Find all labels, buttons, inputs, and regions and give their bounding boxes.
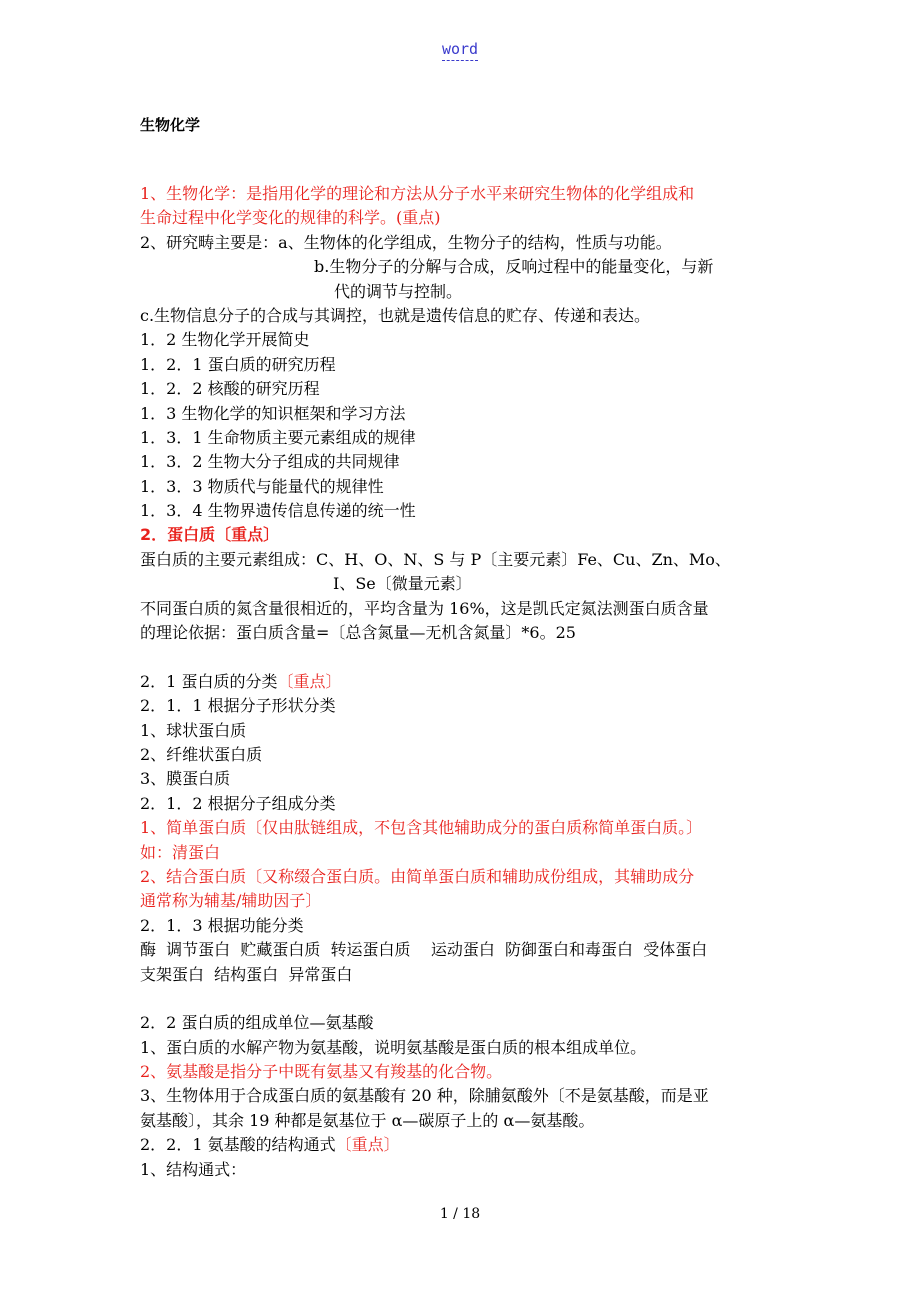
scope-line-c: c.生物信息分子的合成与其调控，也就是遗传信息的贮存、传递和表达。 xyxy=(140,305,651,325)
function-classes-line-2: 支架蛋白 结构蛋白 异常蛋白 xyxy=(140,964,353,984)
header-word-link[interactable] xyxy=(0,40,920,58)
section-1-3-1: 1．3．1 生命物质主要元素组成的规律 xyxy=(140,427,416,447)
amino-acid-line-3a: 3、生物体用于合成蛋白质的氨基酸有 20 种，除脯氨酸外〔不是氨基酸，而是亚 xyxy=(140,1086,709,1106)
blank-spacer xyxy=(140,645,785,669)
section-1-2: 1．2 生物化学开展简史 xyxy=(140,330,310,350)
section-2-1 xyxy=(140,670,785,694)
section-2-2-1-emphasis: 〔重点〕 xyxy=(335,1135,400,1155)
section-2-1-2: 2．1．2 根据分子组成分类 xyxy=(140,793,336,813)
amino-acid-line-3b: 氨基酸〕，其余 19 种都是氨基位于 α—碳原子上的 α—氨基酸。 xyxy=(140,1110,595,1130)
definition-line-1: 1、生物化学：是指用化学的理论和方法从分子水平来研究生物体的化学组成和 xyxy=(140,184,695,203)
section-2-2-1-text: 2．2．1 氨基酸的结构通式 xyxy=(140,1135,336,1155)
document-body xyxy=(140,182,785,1182)
protein-elements-line-1: 蛋白质的主要元素组成：C、H、O、N、S 与 P〔主要元素〕Fe、Cu、Zn、Mo、 xyxy=(140,549,731,569)
section-1-3-2: 1．3．2 生物大分子组成的共同规律 xyxy=(140,452,400,472)
shape-class-3: 3、膜蛋白质 xyxy=(140,769,231,789)
header-link-text[interactable]: word xyxy=(442,40,478,61)
section-2-1-1: 2．1．1 根据分子形状分类 xyxy=(140,696,336,716)
section-2-1-emphasis: 〔重点〕 xyxy=(277,671,342,691)
section-1-2-1: 1．2．1 蛋白质的研究历程 xyxy=(140,354,336,374)
section-2-1-text: 2．1 蛋白质的分类 xyxy=(140,671,278,691)
simple-protein-line-2: 如：清蛋白 xyxy=(140,842,221,862)
blank-spacer-2 xyxy=(140,987,785,1011)
conjugated-protein-line-1: 2、结合蛋白质〔又称缀合蛋白质。由简单蛋白质和辅助成份组成，其辅助成分 xyxy=(140,866,695,886)
conjugated-protein-line-2: 通常称为辅基/辅助因子〕 xyxy=(140,891,322,911)
amino-acid-line-1: 1、蛋白质的水解产物为氨基酸，说明氨基酸是蛋白质的根本组成单位。 xyxy=(140,1037,647,1057)
section-1-3: 1．3 生物化学的知识框架和学习方法 xyxy=(140,403,406,423)
amino-acid-definition: 2、氨基酸是指分子中既有氨基又有羧基的化合物。 xyxy=(140,1062,503,1082)
section-1-2-2: 1．2．2 核酸的研究历程 xyxy=(140,379,320,399)
shape-class-1: 1、球状蛋白质 xyxy=(140,720,247,740)
protein-elements-line-2: I、Se〔微量元素〕 xyxy=(333,574,472,594)
document-title: 生物化学 xyxy=(140,116,201,134)
shape-class-2: 2、纤维状蛋白质 xyxy=(140,744,263,764)
nitrogen-content-line-2: 的理论依据：蛋白质含量=〔总含氮量—无机含氮量〕*6。25 xyxy=(140,623,576,643)
function-classes-line-1: 酶 调节蛋白 贮藏蛋白质 转运蛋白质 运动蛋白 防御蛋白和毒蛋白 受体蛋白 xyxy=(140,940,708,960)
section-1-3-4: 1．3．4 生物界遗传信息传递的统一性 xyxy=(140,501,416,521)
simple-protein-line-1: 1、简单蛋白质〔仅由肽链组成，不包含其他辅助成分的蛋白质称简单蛋白质。〕 xyxy=(140,818,703,838)
page-number: 1 / 18 xyxy=(439,1206,481,1222)
section-2-2-1 xyxy=(140,1133,785,1157)
section-1-3-3: 1．3．3 物质代与能量代的规律性 xyxy=(140,476,384,496)
section-2-heading: 2．蛋白质〔重点〕 xyxy=(140,525,280,545)
definition-line-2: 生命过程中化学变化的规律的科学。(重点) xyxy=(140,208,441,228)
structure-formula-label: 1、结构通式： xyxy=(140,1159,247,1179)
scope-line-b-cont: 代的调节与控制。 xyxy=(334,281,463,301)
nitrogen-content-line-1: 不同蛋白质的氮含量很相近的，平均含量为 16%，这是凯氏定氮法测蛋白质含量 xyxy=(140,598,709,618)
scope-line-b: b.生物分子的分解与合成，反响过程中的能量变化，与新 xyxy=(314,257,714,277)
section-2-2: 2．2 蛋白质的组成单位—氨基酸 xyxy=(140,1013,374,1033)
scope-line-a: 2、研究畴主要是：a、生物体的化学组成，生物分子的结构，性质与功能。 xyxy=(140,232,672,252)
section-2-1-3: 2．1．3 根据功能分类 xyxy=(140,915,304,935)
